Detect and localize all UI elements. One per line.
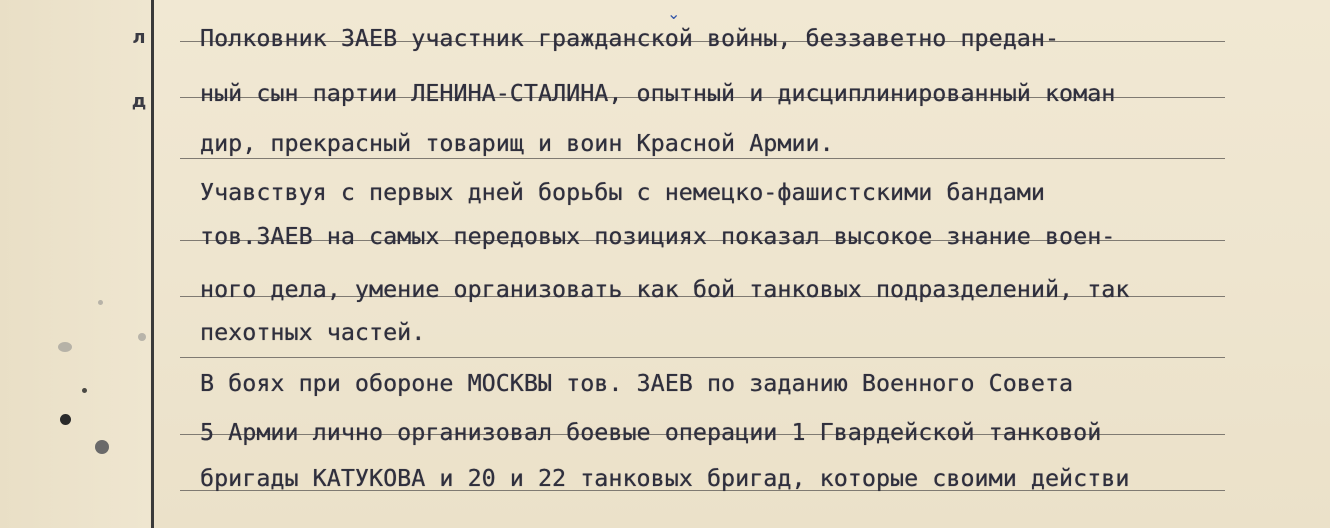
text-line: бригады КАТУКОВА и 20 и 22 танковых бригад, которые своими действи (200, 464, 1130, 492)
text-line: ный сын партии ЛЕНИНА-СТАЛИНА, опытный и дисциплинированный коман (200, 79, 1116, 107)
punch-hole (95, 440, 109, 454)
text-line: В боях при обороне МОСКВЫ тов. ЗАЕВ по заданию Военного Совета (200, 369, 1074, 397)
margin-letter: л (132, 27, 146, 48)
guide-line (180, 357, 1225, 358)
paper-speck (98, 300, 103, 305)
paper-speck (58, 342, 72, 352)
text-line: ного дела, умение организовать как бой танковых подразделений, так (200, 275, 1130, 303)
ink-mark-icon: ⌄ (667, 4, 681, 23)
paper-speck (138, 333, 146, 341)
paper-speck (82, 388, 87, 393)
margin-letter: д (131, 91, 147, 112)
margin-letters (130, 6, 148, 134)
text-line: 5 Армии лично организовал боевые операции 1 Гвардейской танковой (200, 418, 1102, 446)
text-line: Учавствуя с первых дней борьбы с немецко-фашистскими бандами (200, 178, 1045, 206)
margin-rule (151, 0, 154, 528)
text-line: Полковник ЗАЕВ участник гражданской войны, беззаветно предан- (200, 24, 1060, 52)
guide-line (180, 158, 1225, 159)
text-line: дир, прекрасный товарищ и воин Красной Армии. (200, 129, 834, 157)
text-line: пехотных частей. (200, 318, 426, 346)
punch-hole (60, 414, 71, 425)
text-line: тов.ЗАЕВ на самых передовых позициях показал высокое знание воен- (200, 222, 1116, 250)
